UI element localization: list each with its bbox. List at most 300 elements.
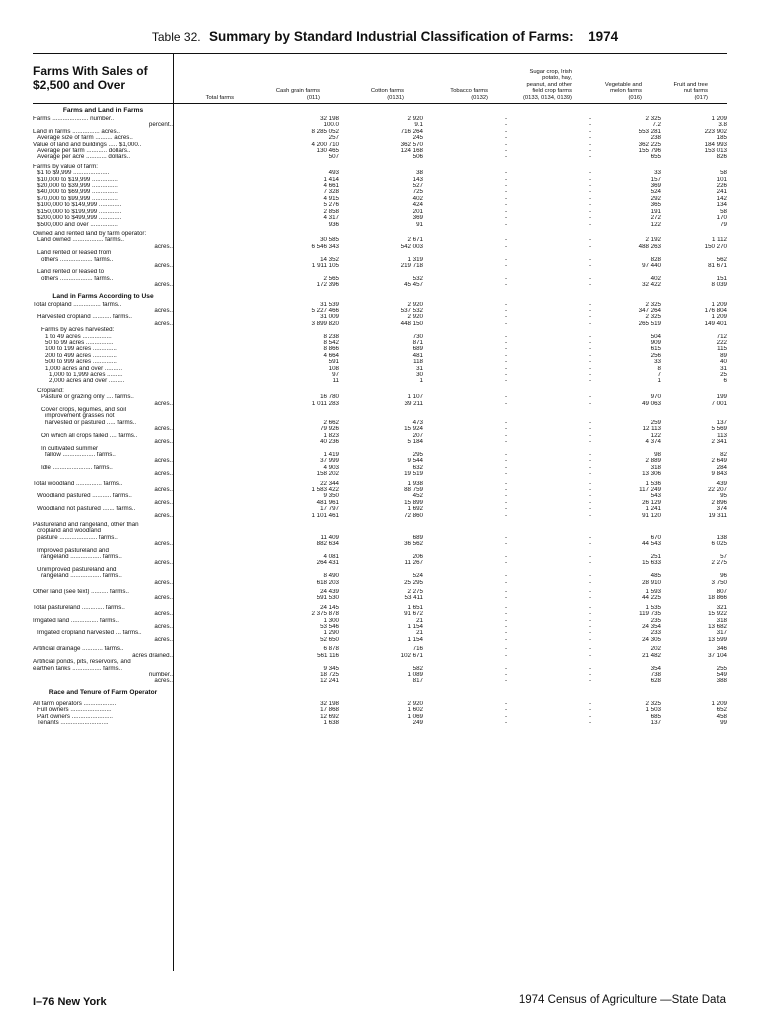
row-value: 91 672 — [404, 611, 423, 618]
row-value: 8 285 052 — [311, 128, 339, 135]
row-value: 2 889 — [645, 458, 661, 465]
row-value: 448 150 — [400, 320, 423, 327]
row-value: 233 — [650, 630, 661, 637]
row-value: 30 — [416, 372, 423, 379]
row-value: 292 — [650, 195, 661, 202]
row-value: 191 — [650, 208, 661, 215]
row-value: 24 354 — [642, 624, 661, 631]
row-value: 317 — [716, 630, 727, 637]
column-header-line: nut farms — [683, 88, 708, 95]
row-value: - — [588, 352, 591, 359]
row-label: acres.. — [154, 595, 173, 602]
row-value: 473 — [412, 419, 423, 426]
row-value: 219 718 — [400, 262, 423, 269]
row-value: - — [504, 352, 507, 359]
row-value: - — [588, 493, 591, 500]
row-value: - — [504, 624, 507, 631]
row-value: 8 — [657, 365, 661, 372]
row-value: 532 — [412, 275, 423, 282]
row-value: 402 — [650, 275, 661, 282]
page-header — [0, 28, 770, 46]
row-value: 22 344 — [320, 480, 339, 487]
column-header-line: Tobacco farms — [450, 88, 488, 95]
row-value: 256 — [650, 352, 661, 359]
row-value: 2 920 — [407, 116, 423, 122]
row-label: Farms by acres harvested: — [41, 327, 115, 334]
row-label: Average per acre ............ dollars.. — [37, 154, 131, 161]
row-value: 828 — [650, 256, 661, 263]
row-value: - — [588, 307, 591, 314]
section-heading-text: Race and Tenure of Farm Operator — [48, 688, 158, 696]
row-value: 4 664 — [323, 352, 339, 359]
row-label: acres.. — [154, 243, 173, 250]
row-value: 6 — [723, 378, 727, 385]
row-value: 38 — [416, 170, 423, 177]
row-value: - — [588, 432, 591, 439]
row-value: 19 311 — [708, 512, 727, 519]
row-value: 615 — [650, 346, 661, 353]
column-header-line: Fruit and tree — [673, 81, 708, 88]
row-value: - — [504, 604, 507, 611]
row-label: Farms ..................... number.. — [33, 116, 115, 122]
row-value: 284 — [716, 464, 727, 471]
row-label: Artificial drainage ............ farms.. — [33, 646, 124, 653]
row-value: 97 440 — [642, 262, 661, 269]
row-value: 199 — [716, 394, 727, 401]
row-value: 32 422 — [642, 282, 661, 289]
row-value: 481 — [412, 352, 423, 359]
row-value: 347 264 — [638, 307, 661, 314]
row-label: Woodland not pastured ....... farms.. — [37, 506, 136, 513]
row-value: 13 599 — [708, 636, 727, 643]
row-value: - — [504, 237, 507, 244]
row-value: 730 — [412, 333, 423, 340]
row-label: On which all crops failed .... farms.. — [41, 432, 138, 439]
row-label: 1,000 to 1,999 acres ......... — [49, 372, 123, 379]
row-value: - — [504, 314, 507, 321]
row-value: 259 — [650, 419, 661, 426]
row-value: 452 — [412, 493, 423, 500]
row-value: 1 583 422 — [311, 486, 339, 493]
row-label: acres.. — [154, 307, 173, 314]
row-value: - — [588, 700, 591, 707]
row-label: Total cropland ................ farms.. — [33, 301, 122, 308]
row-value: 130 465 — [316, 148, 339, 155]
row-value: - — [588, 372, 591, 379]
row-value: 28 910 — [642, 579, 661, 586]
row-label: Average per farm ............ dollars.. — [37, 148, 131, 155]
row-value: 8 238 — [323, 333, 339, 340]
row-label: Cover crops, legumes, and soil — [41, 407, 126, 414]
row-value: - — [504, 256, 507, 263]
row-value: - — [588, 320, 591, 327]
row-value: 2 649 — [711, 458, 727, 465]
row-value: 1 011 283 — [311, 400, 339, 407]
section-heading-text: Farms and Land in Farms — [62, 107, 144, 114]
stub-title-line-1: Farms With Sales of — [33, 64, 148, 78]
row-value: 7 001 — [711, 400, 727, 407]
row-value: 257 — [328, 135, 339, 142]
row-value: - — [504, 148, 507, 155]
row-label: $70,000 to $99,999 ............... — [37, 195, 118, 202]
row-value: 2 920 — [407, 314, 423, 321]
column-header-line: Cotton farms — [370, 88, 404, 95]
row-value: 44 543 — [642, 541, 661, 548]
row-value: - — [504, 554, 507, 560]
row-value: 481 961 — [316, 499, 339, 506]
row-value: - — [588, 499, 591, 506]
row-value: 2 920 — [407, 700, 423, 707]
row-label: $150,000 to $199,999 ............. — [37, 208, 122, 215]
row-value: 12 113 — [642, 426, 661, 433]
row-value: - — [588, 636, 591, 643]
row-value: 58 — [720, 170, 727, 177]
row-value: 2 565 — [323, 275, 339, 282]
row-value: 149 401 — [704, 320, 727, 327]
row-value: 265 519 — [638, 320, 661, 327]
row-label: Woodland pastured ........... farms.. — [37, 493, 132, 500]
column-header-line: (0133, 0134, 0139) — [523, 94, 572, 101]
row-value: 402 — [412, 195, 423, 202]
row-value: 346 — [716, 646, 727, 653]
row-value: 1 692 — [407, 506, 423, 513]
row-value: - — [504, 221, 507, 228]
row-value: - — [504, 419, 507, 426]
row-value: 89 — [720, 352, 727, 359]
section-heading — [33, 292, 727, 302]
row-value: 3 899 820 — [311, 320, 339, 327]
row-value: - — [588, 480, 591, 487]
row-label: harvested or pastured ..... farms.. — [45, 419, 137, 426]
header-bottom-rule — [33, 103, 727, 104]
row-value: 113 — [717, 432, 727, 439]
row-label: Pasture or grazing only .... farms.. — [41, 394, 134, 401]
row-value: 318 — [716, 617, 727, 624]
stub-gap — [173, 720, 253, 726]
row-value: 295 — [412, 451, 423, 458]
source-line: 1974 Census of Agriculture —State Data — [518, 994, 726, 1006]
row-value: - — [504, 630, 507, 637]
row-label: acres drained.. — [132, 652, 173, 659]
data-table — [33, 106, 727, 726]
row-label: Tenants ............................ — [37, 719, 109, 726]
row-value: - — [588, 202, 591, 209]
column-header-line: field crop farms — [532, 88, 572, 95]
row-value: 553 281 — [638, 128, 661, 135]
row-value: 176 804 — [704, 307, 727, 314]
row-value: - — [504, 372, 507, 379]
column-header-line: Cash grain farms — [275, 88, 320, 95]
row-value: 17 868 — [320, 707, 339, 714]
row-value: 561 116 — [317, 652, 339, 659]
row-value: 652 — [716, 707, 727, 714]
row-value: 6 878 — [323, 646, 339, 653]
row-value: - — [504, 154, 507, 161]
row-value: - — [504, 541, 507, 548]
row-value: - — [504, 282, 507, 289]
row-value: 122 — [650, 432, 661, 439]
row-label: acres.. — [154, 512, 173, 519]
row-value: - — [588, 116, 591, 122]
row-label: 2,000 acres and over ......... — [49, 378, 125, 385]
row-value: 4 081 — [323, 554, 339, 560]
row-value: 245 — [412, 135, 423, 142]
row-value: - — [504, 394, 507, 401]
row-value: 1 419 — [323, 451, 339, 458]
row-value: 1 300 — [323, 617, 339, 624]
row-value: 101 — [716, 176, 727, 183]
row-value: - — [588, 256, 591, 263]
row-label: acres.. — [154, 678, 173, 685]
row-value: - — [504, 560, 507, 567]
row-label: $100,000 to $149,999 ............. — [37, 202, 122, 209]
row-value: 504 — [650, 333, 661, 340]
row-value: 1 154 — [407, 636, 423, 643]
row-value: - — [588, 652, 591, 659]
column-header-line: Total farms — [205, 94, 234, 101]
row-value: 21 — [416, 617, 423, 624]
row-value: 1 651 — [407, 604, 423, 611]
row-label: acres.. — [154, 426, 173, 433]
row-value: - — [588, 314, 591, 321]
row-value: 2 192 — [645, 237, 661, 244]
row-value: - — [588, 486, 591, 493]
column-header-line: (0132) — [471, 94, 488, 101]
row-value: - — [504, 512, 507, 519]
row-value: - — [588, 554, 591, 560]
row-value: - — [504, 346, 507, 353]
table-body — [33, 106, 727, 726]
row-value: 52 650 — [320, 636, 339, 643]
row-value: - — [588, 506, 591, 513]
row-value: - — [588, 630, 591, 637]
row-value: 7 — [657, 372, 661, 379]
row-value: 1 290 — [323, 630, 339, 637]
section-heading-text: Land in Farms According to Use — [52, 292, 154, 300]
row-value: 13 306 — [642, 471, 661, 478]
row-label: acres.. — [154, 486, 173, 493]
row-value: 88 759 — [404, 486, 423, 493]
row-value: 40 — [720, 359, 727, 366]
row-value: - — [504, 432, 507, 439]
row-label: $500,000 and over ................ — [37, 221, 118, 228]
row-value: 241 — [716, 189, 727, 196]
row-value: 655 — [650, 154, 661, 161]
row-value: - — [588, 419, 591, 426]
row-value: 936 — [328, 221, 339, 228]
row-value: 36 562 — [404, 541, 423, 548]
row-value: 33 — [654, 170, 661, 177]
row-value: - — [588, 604, 591, 611]
row-value: - — [588, 340, 591, 346]
row-value: 458 — [716, 713, 727, 720]
row-value: - — [504, 202, 507, 209]
row-value: - — [504, 579, 507, 586]
row-value: 1 069 — [407, 713, 423, 720]
row-value: 524 — [412, 573, 423, 580]
row-value: 53 411 — [404, 595, 423, 602]
row-value: 226 — [716, 183, 727, 190]
col-field-crop — [523, 69, 572, 101]
header-top-rule — [33, 53, 727, 54]
row-value: - — [588, 512, 591, 519]
row-value: - — [504, 451, 507, 458]
row-label: 100 to 199 acres .............. — [45, 346, 117, 353]
row-value: - — [504, 719, 507, 726]
row-value: 2 920 — [407, 301, 423, 308]
section-spacer — [173, 292, 727, 302]
row-value: - — [504, 135, 507, 142]
row-value: 22 207 — [708, 486, 727, 493]
row-value: 1 — [419, 378, 423, 385]
row-value: 32 198 — [320, 700, 339, 707]
row-value: - — [588, 439, 591, 446]
row-value: 272 — [650, 215, 661, 222]
row-value: - — [504, 700, 507, 707]
row-value: 826 — [716, 154, 727, 161]
row-value: 33 — [654, 359, 661, 366]
row-value: 628 — [650, 678, 661, 685]
row-value: 137 — [650, 719, 661, 726]
row-value: - — [588, 671, 591, 678]
row-label: acres.. — [154, 400, 173, 407]
row-value: 871 — [412, 340, 423, 346]
row-value: 1 089 — [407, 671, 423, 678]
row-value: 2 858 — [323, 208, 339, 215]
row-value: 1 107 — [407, 394, 423, 401]
row-value: - — [588, 713, 591, 720]
row-value: 185 — [716, 135, 727, 142]
row-value: 3 750 — [711, 579, 727, 586]
row-value: - — [504, 128, 507, 135]
row-label: acres.. — [154, 560, 173, 567]
row-value: 158 202 — [316, 471, 339, 478]
row-label: Value of land and buildings ..... $1,000.. — [33, 141, 142, 148]
row-value: 537 532 — [400, 307, 423, 314]
row-value: 388 — [716, 678, 727, 685]
row-value: 2 662 — [323, 419, 339, 426]
row-value: 488 263 — [638, 243, 661, 250]
row-value: 31 — [416, 365, 423, 372]
row-value: 8 490 — [323, 573, 339, 580]
row-value: 4 915 — [323, 195, 339, 202]
row-value: 91 120 — [642, 512, 661, 519]
row-label: $1 to $9,999 ..................... — [37, 170, 110, 177]
row-value: - — [588, 148, 591, 155]
row-value: - — [504, 141, 507, 148]
stub-title — [33, 64, 148, 92]
table-row — [33, 720, 727, 726]
row-label: Land rented or leased to — [37, 269, 105, 276]
row-value: 2 896 — [711, 499, 727, 506]
table-title: Summary by Standard Industrial Classification of Farms: — [209, 29, 574, 44]
row-label: acres.. — [154, 282, 173, 289]
row-value: 1 209 — [711, 314, 727, 321]
section-spacer — [173, 106, 727, 116]
col-vegetable-melon — [605, 82, 642, 101]
row-value: 439 — [716, 480, 727, 487]
row-value: 99 — [720, 719, 727, 726]
row-value: 24 439 — [320, 589, 339, 596]
row-label: Other land (see text) .......... farms.. — [33, 589, 129, 596]
row-value: - — [504, 301, 507, 308]
row-value: 100.0 — [323, 122, 339, 129]
row-value: - — [588, 400, 591, 407]
row-value: 1 319 — [407, 256, 423, 263]
row-value: 96 — [720, 573, 727, 580]
row-value: 9 350 — [323, 493, 339, 500]
row-value: - — [504, 678, 507, 685]
row-value: - — [504, 275, 507, 282]
row-label: Total woodland ............... farms.. — [33, 480, 123, 487]
row-value: 1 536 — [645, 480, 661, 487]
row-value: - — [504, 589, 507, 596]
row-label: acres.. — [154, 458, 173, 465]
row-value: 49 063 — [642, 400, 661, 407]
row-value: - — [504, 646, 507, 653]
row-value: 362 225 — [638, 141, 661, 148]
col-cotton — [371, 88, 404, 101]
row-label: others ................... farms.. — [41, 275, 114, 282]
row-value: 2 375 878 — [311, 611, 339, 618]
row-value: - — [588, 128, 591, 135]
row-value: - — [588, 471, 591, 478]
row-value: 170 — [716, 215, 727, 222]
row-value: 365 — [650, 202, 661, 209]
row-value: 12 241 — [320, 678, 339, 685]
row-value: - — [504, 713, 507, 720]
row-value: - — [588, 378, 591, 385]
row-value: - — [588, 301, 591, 308]
row-value: 9 843 — [711, 471, 727, 478]
row-value: 25 — [720, 372, 727, 379]
row-label: Harvested cropland ........... farms.. — [37, 314, 132, 321]
row-value: 817 — [412, 678, 423, 685]
row-label: $200,000 to $499,999 ............. — [37, 215, 122, 222]
row-value: 206 — [412, 554, 423, 560]
row-value: 72 860 — [404, 512, 423, 519]
row-label: Land rented or leased from — [37, 250, 112, 257]
row-value: 716 — [412, 646, 423, 653]
row-value: - — [588, 208, 591, 215]
row-label: earthen tanks ................. farms.. — [33, 665, 123, 672]
row-value: 79 926 — [320, 426, 339, 433]
row-value: - — [588, 221, 591, 228]
row-value: 909 — [650, 340, 661, 346]
row-value: 223 902 — [704, 128, 727, 135]
row-value: - — [588, 707, 591, 714]
row-value: 591 — [328, 359, 339, 366]
column-header-line: peanut, and other — [526, 81, 572, 88]
row-value: - — [504, 499, 507, 506]
row-value: - — [504, 439, 507, 446]
row-label: cropland and woodland — [37, 528, 101, 535]
row-value: - — [504, 471, 507, 478]
row-value: 44 225 — [642, 595, 661, 602]
row-value: 3.8 — [718, 122, 727, 129]
row-value: - — [588, 573, 591, 580]
row-value: - — [588, 141, 591, 148]
row-value: - — [504, 595, 507, 602]
row-value: - — [504, 665, 507, 672]
row-value: 40 236 — [320, 439, 339, 446]
row-label: acres.. — [154, 439, 173, 446]
table-number: Table 32. — [151, 30, 201, 44]
row-value: 354 — [650, 665, 661, 672]
row-value: - — [504, 400, 507, 407]
row-value: 507 — [328, 154, 339, 161]
row-value: 1 911 105 — [311, 262, 339, 269]
